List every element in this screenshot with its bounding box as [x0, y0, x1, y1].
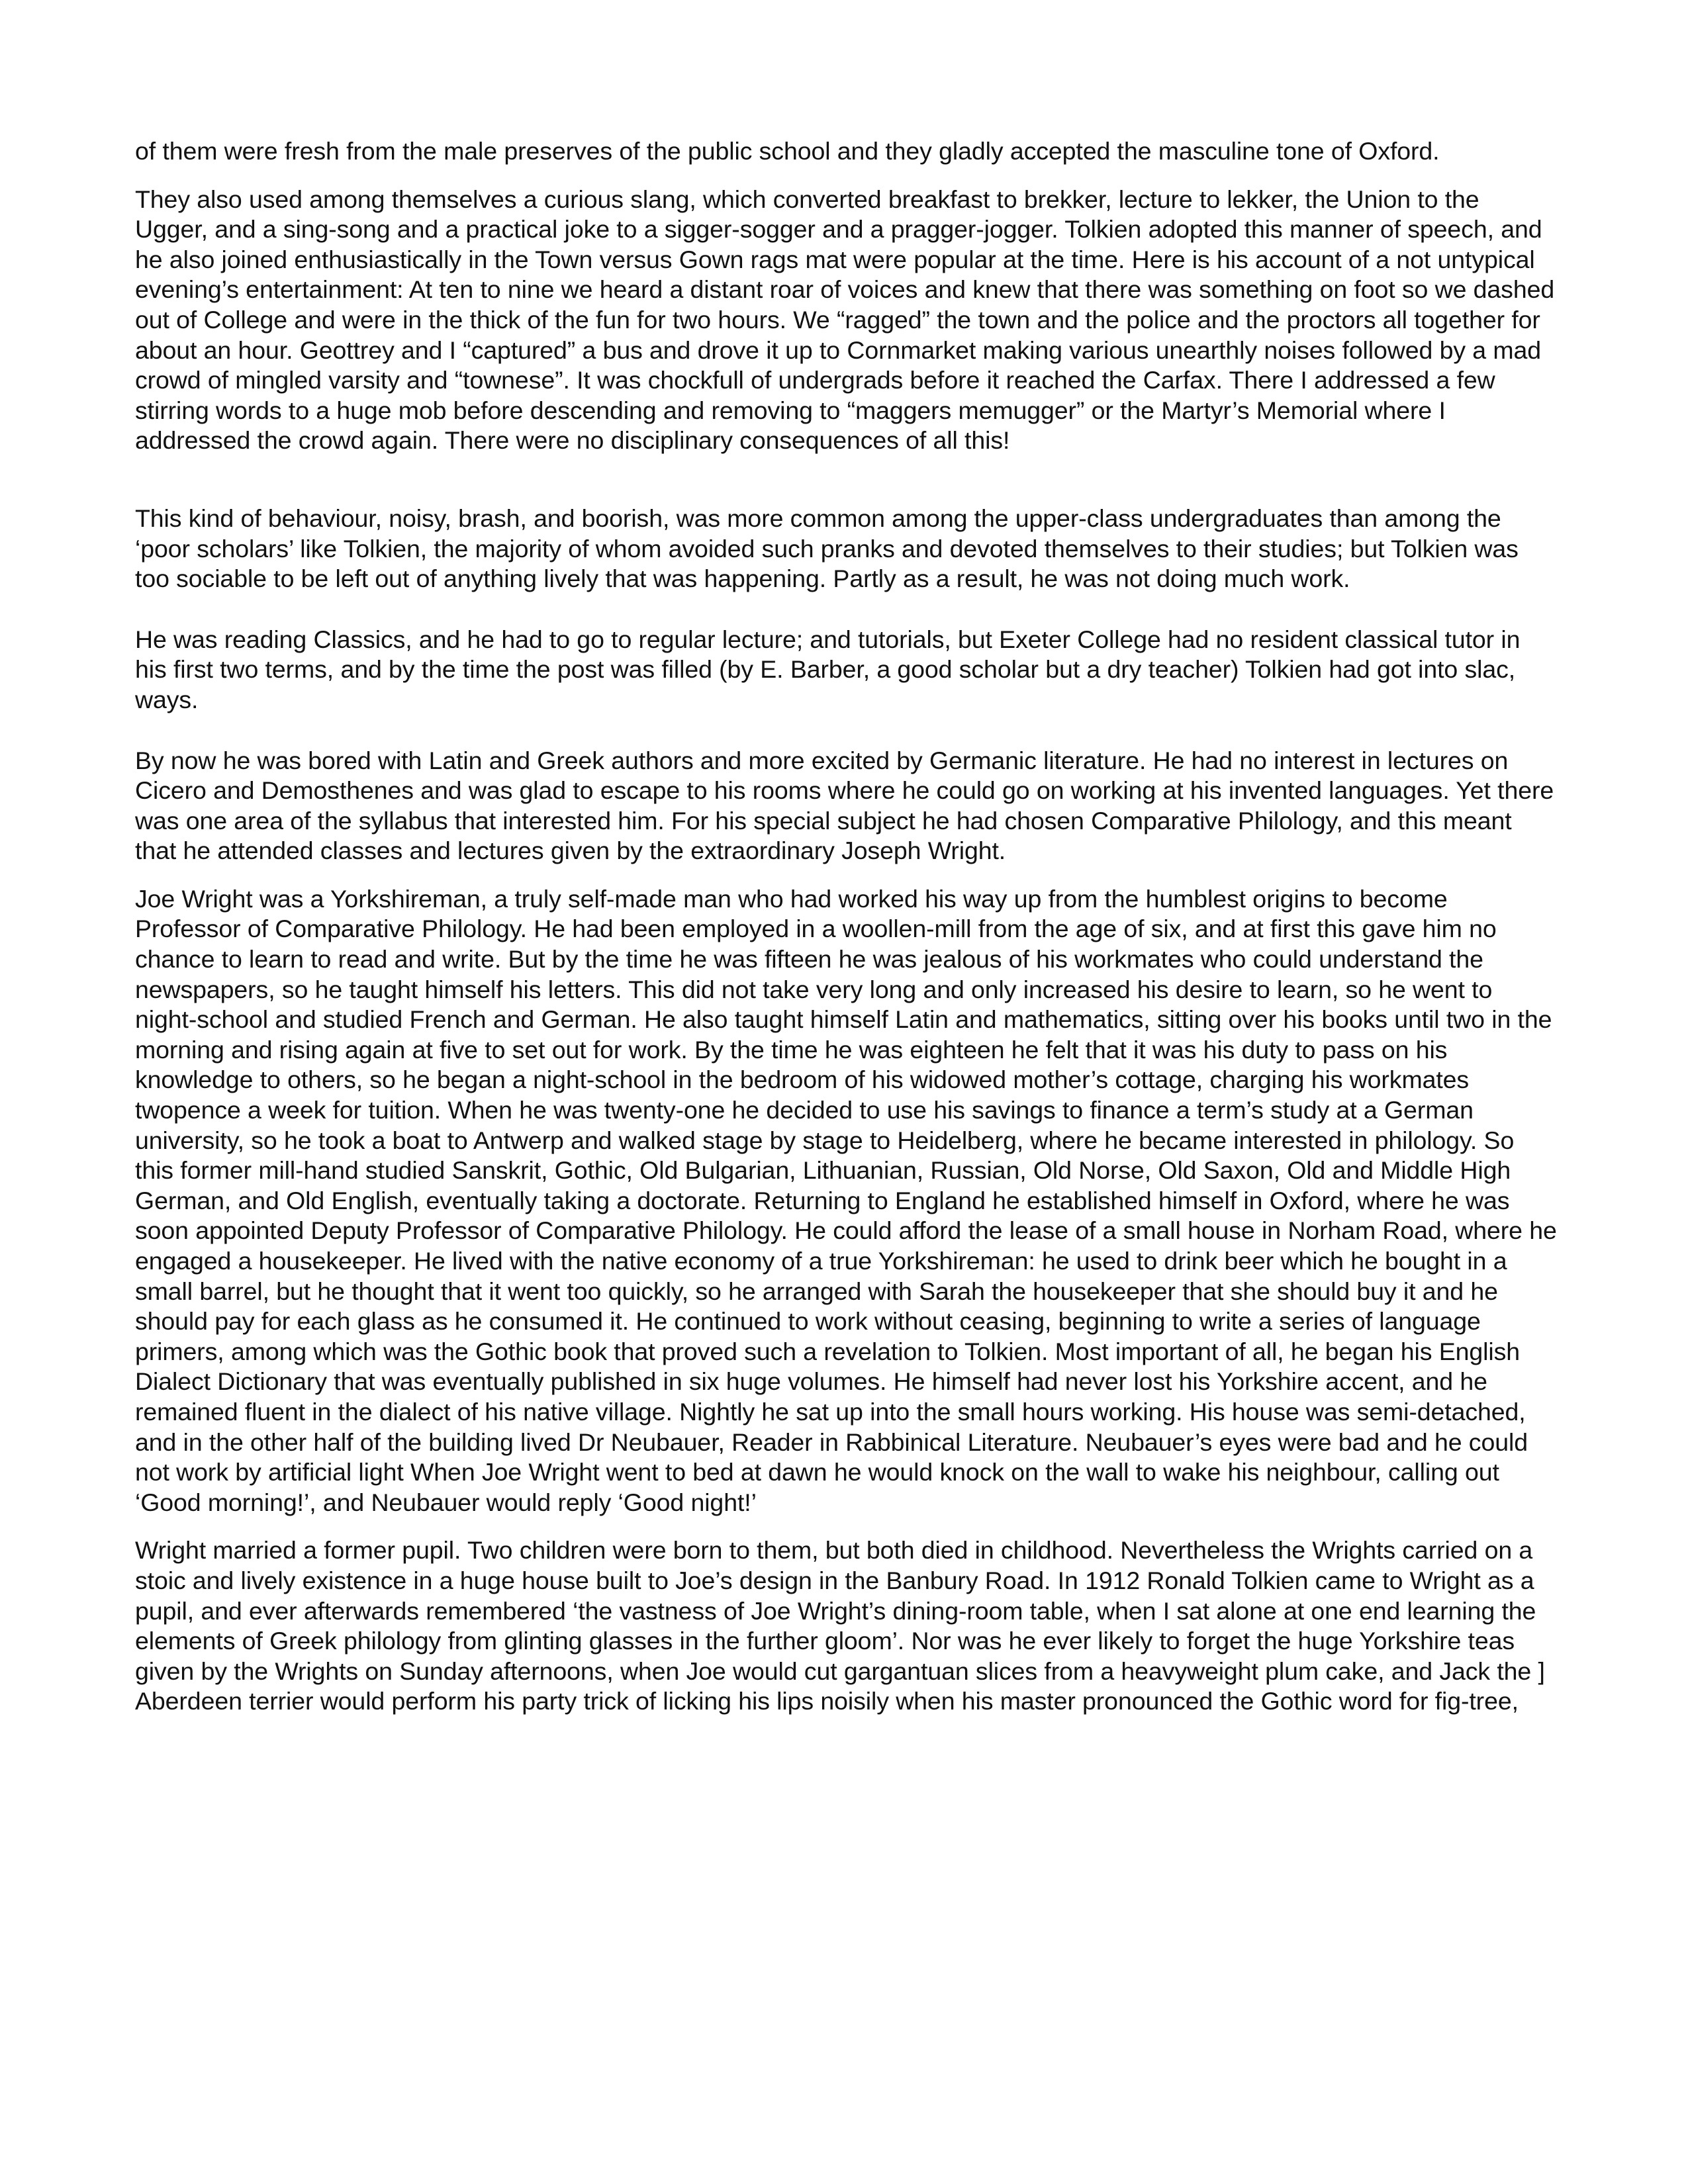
- paragraph-behaviour: This kind of behaviour, noisy, brash, and boorish, was more common among the upper-class undergraduates than among the ‘poor scholars’ like Tolkien, the majority of whom avoided such pranks and devoted themselves to their studies; but Tolkien was too sociable to be left out of anything lively that was happening. Partly as a result, he was not doing much work.: [135, 504, 1519, 593]
- paragraph-oxford-tone: of them were fresh from the male preserves of the public school and they gladly accepted the masculine tone of Oxford.: [135, 137, 1440, 165]
- paragraph-germanic: By now he was bored with Latin and Greek authors and more excited by Germanic literature. He had no interest in lectures on Cicero and Demosthenes and was glad to escape to his rooms where he could go on working at his invented languages. Yet there was one area of the syllabus that interested him. For his special subject he had chosen Comparative Philology, and this meant that he attended classes and lectures given by the extraordinary Joseph Wright.: [135, 746, 1554, 865]
- paragraph-slang: They also used among themselves a curious slang, which converted breakfast to brekker, lecture to lekker, the Union to the Ugger, and a sing-song and a practical joke to a sigger-sogger and a pragger-jogger. Tolkien adopted this manner of speech, and he also joined enthusiastically in the Town versus Gown rags mat were popular at the time. Here is his account of a not untypical evening’s entertainment: At ten to nine we heard a distant roar of voices and knew that there was something on foot so we dashed out of College and were in the thick of the fun for two hours. We “ragged” the town and the police and the proctors all together for about an hour. Geottrey and I “captured” a bus and drove it up to Cornmarket making various unearthly noises followed by a mad crowd of mingled varsity and “townese”. It was chockfull of undergrads before it reached the Carfax. There I addressed a few stirring words to a huge mob before descending and removing to “maggers memugger” or the Martyr’s Memorial where I addressed the crowd again. There were no disciplinary consequences of all this!: [135, 185, 1555, 455]
- paragraph-joe-wright: Joe Wright was a Yorkshireman, a truly self-made man who had worked his way up from the humblest origins to become Professor of Comparative Philology. He had been employed in a woollen-mill from the age of six, and at first this gave him no chance to learn to read and write. But by the time he was fifteen he was jealous of his workmates who could understand the newspapers, so he taught himself his letters. This did not take very long and only increased his desire to learn, so he went to night-school and studied French and German. He also taught himself Latin and mathematics, sitting over his books until two in the morning and rising again at five to set out for work. By the time he was eighteen he felt that it was his duty to pass on his knowledge to others, so he began a night-school in the bedroom of his widowed mother’s cottage, charging his workmates twopence a week for tuition. When he was twenty-one he decided to use his savings to finance a term’s study at a German university, so he took a boat to Antwerp and walked stage by stage to Heidelberg, where he became interested in philology. So this former mill-hand studied Sanskrit, Gothic, Old Bulgarian, Lithuanian, Russian, Old Norse, Old Saxon, Old and Middle High German, and Old English, eventually taking a doctorate. Returning to England he established himself in Oxford, where he was soon appointed Deputy Professor of Comparative Philology. He could afford the lease of a small house in Norham Road, where he engaged a housekeeper. He lived with the native economy of a true Yorkshireman: he used to drink beer which he bought in a small barrel, but he thought that it went too quickly, so he arranged with Sarah the housekeeper that she should buy it and he should pay for each glass as he consumed it. He continued to work without ceasing, beginning to write a series of language primers, among which was the Gothic book that proved such a revelation to Tolkien. Most important of all, he began his English Dialect Dictionary that was eventually published in six huge volumes. He himself had never lost his Yorkshire accent, and he remained fluent in the dialect of his native village. Nightly he sat up into the small hours working. His house was semi-detached, and in the other half of the building lived Dr Neubauer, Reader in Rabbinical Literature. Neubauer’s eyes were bad and he could not work by artificial light When Joe Wright went to bed at dawn he would knock on the wall to wake his neighbour, calling out ‘Good morning!’, and Neubauer would reply ‘Good night!’: [135, 884, 1557, 1516]
- paragraph-wright-married: Wright married a former pupil. Two children were born to them, but both died in childhood. Nevertheless the Wrights carried on a stoic and lively existence in a huge house built to Joe’s design in the Banbury Road. In 1912 Ronald Tolkien came to Wright as a pupil, and ever afterwards remembered ‘the vastness of Joe Wright’s dining-room table, when I sat alone at one end learning the elements of Greek philology from glinting glasses in the further gloom’. Nor was he ever likely to forget the huge Yorkshire teas given by the Wrights on Sunday afternoons, when Joe would cut gargantuan slices from a heavyweight plum cake, and Jack the ] Aberdeen terrier would perform his party trick of licking his lips noisily when his master pronounced the Gothic word for fig-tree,: [135, 1536, 1545, 1715]
- paragraph-classics: He was reading Classics, and he had to go to regular lecture; and tutorials, but Exeter College had no resident classical tutor in his first two terms, and by the time the post was filled (by E. Barber, a good scholar but a dry teacher) Tolkien had got into slac, ways.: [135, 625, 1521, 713]
- document-page: [135, 136, 1558, 1717]
